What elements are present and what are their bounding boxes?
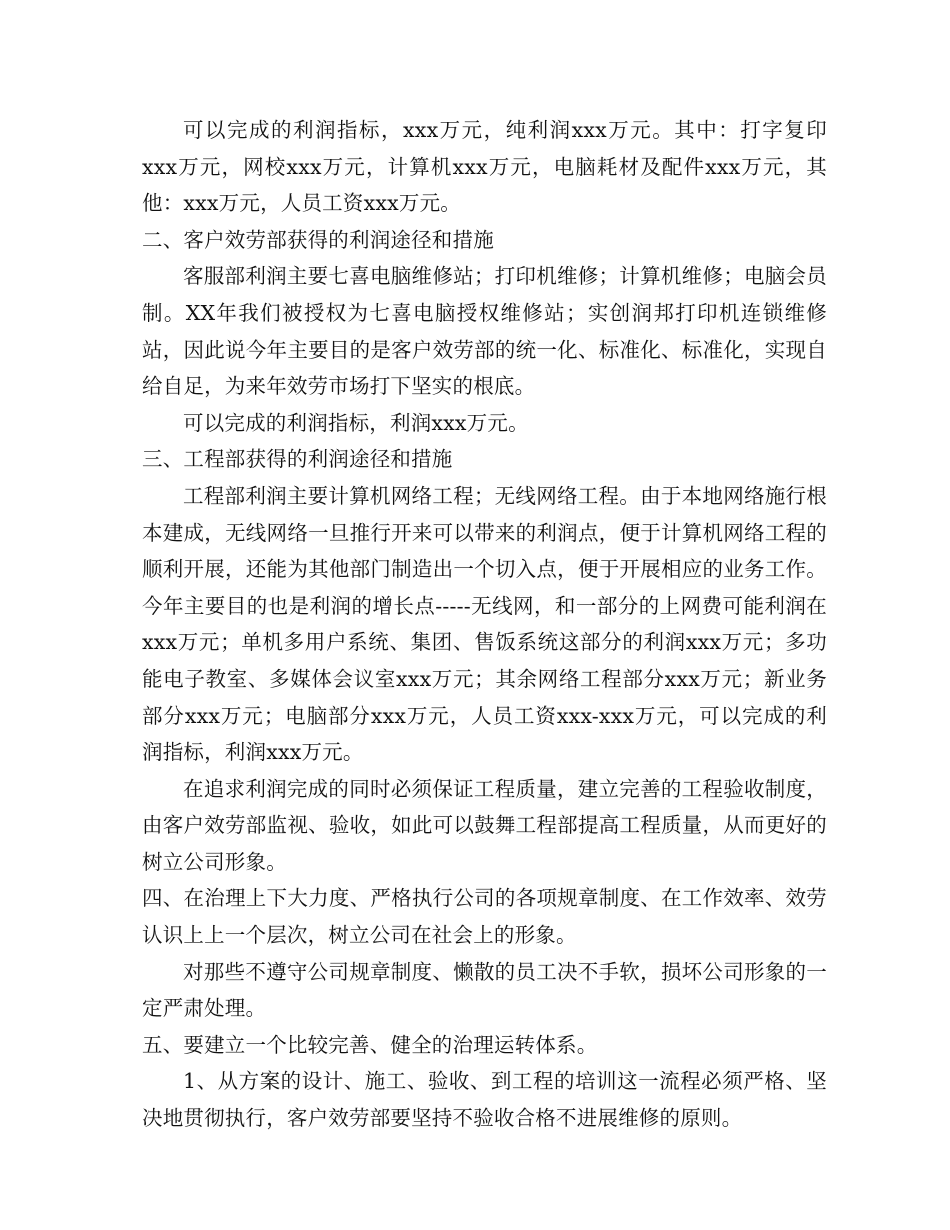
section-heading-operation-system: 五、要建立一个比较完善、健全的治理运转体系。 <box>142 1032 598 1057</box>
paragraph-operation-process: 1、从方案的设计、施工、验收、到工程的培训这一流程必须严格、坚决地贯彻执行，客户效劳部要坚持不验收合格不进展维修的原则。 <box>142 1069 827 1131</box>
paragraph-customer-service-target: 可以完成的利润指标，利润xxx万元。 <box>183 410 529 435</box>
paragraph-customer-service-details: 客服部利润主要七喜电脑维修站；打印机维修；计算机维修；电脑会员制。XX年我们被授权为七喜电脑授权维修站；实创润邦打印机连锁维修站，因此说今年主要目的是客户效劳部的统一化、标准化、标准化，实现自给自足，为来年效劳市场打下坚实的根底。 <box>142 264 827 399</box>
section-heading-customer-service: 二、客户效劳部获得的利润途径和措施 <box>142 227 494 252</box>
paragraph-management-discipline: 对那些不遵守公司规章制度、懒散的员工决不手软，损坏公司形象的一定严肃处理。 <box>142 959 827 1021</box>
section-heading-management: 四、在治理上下大力度、严格执行公司的各项规章制度、在工作效率、效劳认识上上一个层次，树立公司在社会上的形象。 <box>142 886 827 948</box>
section-heading-engineering: 三、工程部获得的利润途径和措施 <box>142 447 453 472</box>
paragraph-engineering-details: 工程部利润主要计算机网络工程；无线网络工程。由于本地网络施行根本建成，无线网络一旦推行开来可以带来的利润点，便于计算机网络工程的顺利开展，还能为其他部门制造出一个切入点，便于开展相应的业务工作。今年主要目的也是利润的增长点-----无线网，和一部分的上网费可能利润在xxx万元；单机多用户系统、集团、售饭系统这部分的利润xxx万元；多功能电子教室、多媒体会议室xxx万元；其余网络工程部分xxx万元；新业务部分xxx万元；电脑部分xxx万元，人员工资xxx-xxx万元，可以完成的利润指标，利润xxx万元。 <box>142 483 827 765</box>
document-page <box>142 112 827 1137</box>
paragraph-profit-summary: 可以完成的利润指标，xxx万元，纯利润xxx万元。其中：打字复印xxx万元，网校xxx万元，计算机xxx万元，电脑耗材及配件xxx万元，其他：xxx万元，人员工资xxx万元。 <box>142 118 827 216</box>
paragraph-engineering-quality: 在追求利润完成的同时必须保证工程质量，建立完善的工程验收制度，由客户效劳部监视、验收，如此可以鼓舞工程部提高工程质量，从而更好的树立公司形象。 <box>142 776 827 874</box>
